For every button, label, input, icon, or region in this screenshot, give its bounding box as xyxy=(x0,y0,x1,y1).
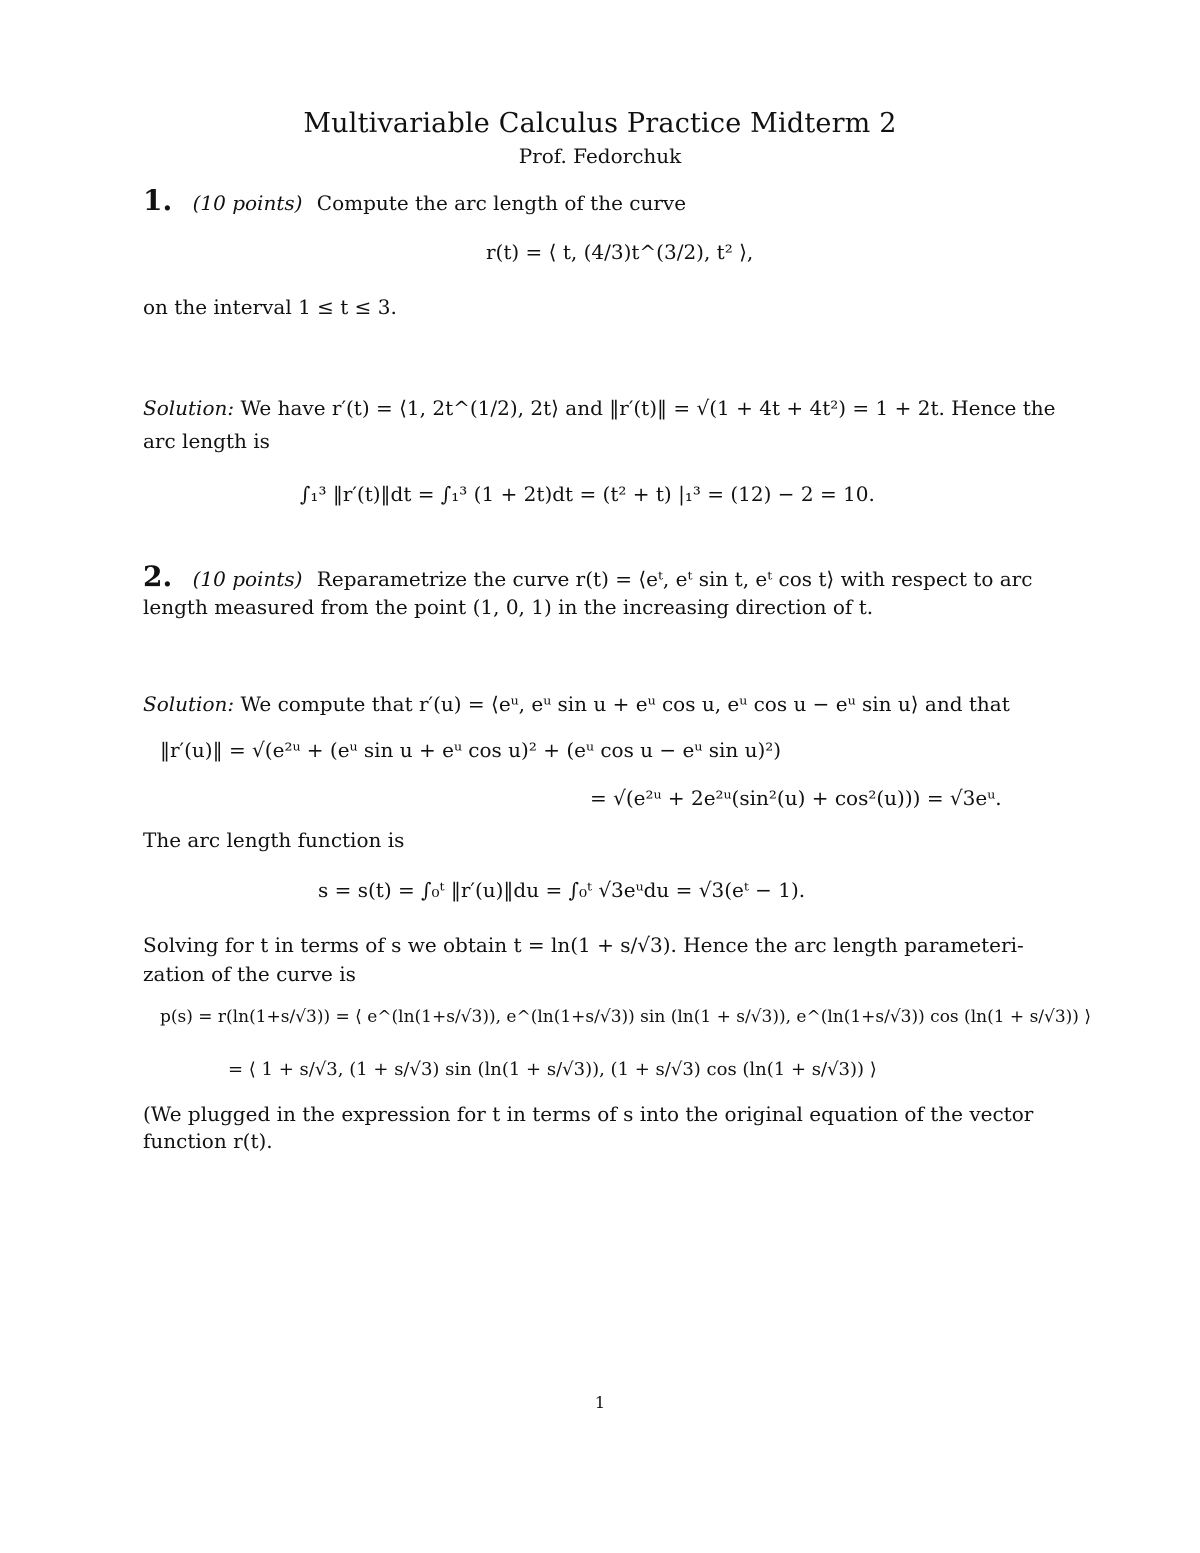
problem-2-solution-line-1: Solution: We compute that r′(u) = ⟨eᵘ, eᵘ sin u + eᵘ cos u, eᵘ cos u − eᵘ sin u⟩ and that xyxy=(143,692,1010,716)
problem-2-number: 2. xyxy=(143,560,173,593)
problem-2-norm-equation-2: = √(e²ᵘ + 2e²ᵘ(sin²(u) + cos²(u))) = √3eᵘ. xyxy=(590,786,1002,810)
problem-2-statement-line-1: Reparametrize the curve r(t) = ⟨eᵗ, eᵗ sin t, eᵗ cos t⟩ with respect to arc xyxy=(316,567,1033,591)
problem-2-parametrization-equation-2: = ⟨ 1 + s/√3, (1 + s/√3) sin (ln(1 + s/√3)), (1 + s/√3) cos (ln(1 + s/√3)) ⟩ xyxy=(228,1059,877,1080)
problem-1-statement: Compute the arc length of the curve xyxy=(316,191,687,215)
page-title: Multivariable Calculus Practice Midterm 2 xyxy=(303,108,897,139)
problem-2-solving-line-1: Solving for t in terms of s we obtain t = ln(1 + s/√3). Hence the arc length parameteri- xyxy=(143,933,1024,957)
problem-2-heading xyxy=(143,560,1032,593)
problem-1-points: (10 points) xyxy=(192,191,303,215)
problem-1-number: 1. xyxy=(143,184,173,217)
problem-2-solution-label: Solution: xyxy=(143,692,235,716)
problem-2-parametrization-equation-1: p(s) = r(ln(1+s/√3)) = ⟨ e^(ln(1+s/√3)), e^(ln(1+s/√3)) sin (ln(1 + s/√3)), e^(ln(1+s/√3)) cos (ln(1 + s/√3)) ⟩ xyxy=(160,1007,1091,1027)
problem-1-interval: on the interval 1 ≤ t ≤ 3. xyxy=(143,295,397,319)
problem-1-solution-label: Solution: xyxy=(143,396,235,420)
problem-2-arc-length-intro: The arc length function is xyxy=(143,828,405,852)
author: Prof. Fedorchuk xyxy=(518,144,682,168)
problem-2-points: (10 points) xyxy=(192,567,303,591)
problem-1-solution-line-1: Solution: We have r′(t) = ⟨1, 2t^(1/2), 2t⟩ and ‖r′(t)‖ = √(1 + 4t + 4t²) = 1 + 2t. Hence the xyxy=(143,396,1056,420)
problem-1-heading xyxy=(143,184,686,217)
problem-2-note-line-1: (We plugged in the expression for t in terms of s into the original equation of the vector xyxy=(143,1102,1034,1126)
problem-2-solving-line-2: zation of the curve is xyxy=(143,962,356,986)
problem-2-norm-equation-1: ‖r′(u)‖ = √(e²ᵘ + (eᵘ sin u + eᵘ cos u)² + (eᵘ cos u − eᵘ sin u)²) xyxy=(160,738,782,762)
problem-1-solution-line-2: arc length is xyxy=(143,429,270,453)
problem-2-arc-length-equation: s = s(t) = ∫₀ᵗ ‖r′(u)‖du = ∫₀ᵗ √3eᵘdu = √3(eᵗ − 1). xyxy=(318,878,806,902)
page-number: 1 xyxy=(594,1393,606,1412)
problem-1-curve-equation: r(t) = ⟨ t, (4/3)t^(3/2), t² ⟩, xyxy=(486,240,754,264)
problem-2-note-line-2: function r(t). xyxy=(143,1129,273,1153)
problem-1-integral-equation: ∫₁³ ‖r′(t)‖dt = ∫₁³ (1 + 2t)dt = (t² + t) |₁³ = (12) − 2 = 10. xyxy=(300,482,875,506)
problem-2-statement-line-2: length measured from the point (1, 0, 1) in the increasing direction of t. xyxy=(143,595,874,619)
